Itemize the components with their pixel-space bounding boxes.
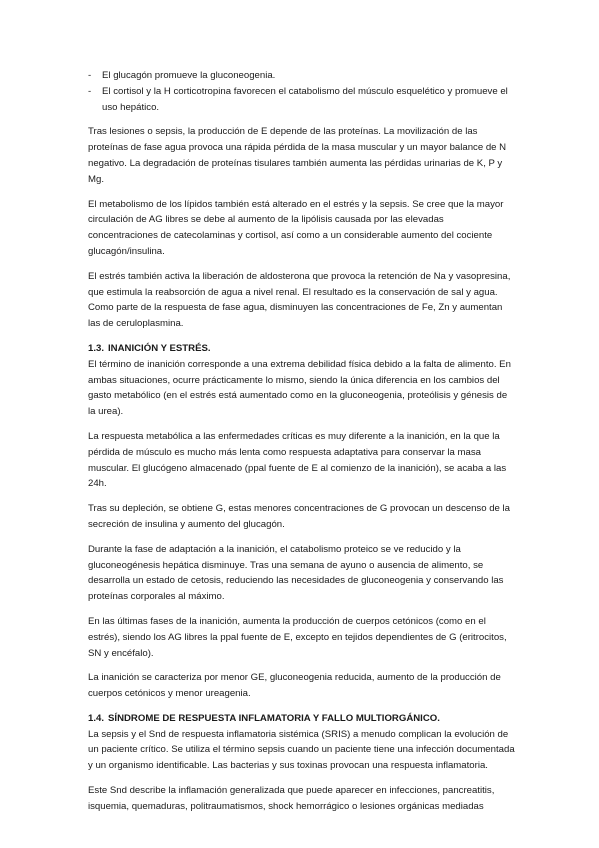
- section-number: 1.4.: [88, 712, 105, 724]
- bullet-text: El cortisol y la H corticotropina favorecen el catabolismo del músculo esquelético y promueve el uso hepático.: [102, 85, 508, 113]
- bullet-marker: -: [88, 70, 92, 81]
- list-item: [88, 68, 516, 84]
- paragraph: Tras su depleción, se obtiene G, estas menores concentraciones de G provocan un descenso de la secreción de insulina y aumento del glucagón.: [88, 503, 511, 530]
- paragraph: En las últimas fases de la inanición, aumenta la producción de cuerpos cetónicos (como en el estrés), siendo los AG libres la ppal fuente de E, excepto en tejidos dependientes de G (eritrocitos, SN y encéfalo).: [88, 615, 507, 659]
- section-heading: [88, 711, 516, 727]
- section-title: SÍNDROME DE RESPUESTA INFLAMATORIA Y FALLO MULTIORGÁNICO.: [108, 712, 440, 724]
- paragraph: La respuesta metabólica a las enfermedades críticas es muy diferente a la inanición, en la que la pérdida de músculo es mucho más lenta como respuesta adaptativa para conservar la masa muscular. El glucógeno almacenado (ppal fuente de E al comienzo de la inanición), se acaba a las 24h.: [88, 430, 507, 490]
- bullet-text: El glucagón promueve la gluconeogenia.: [102, 70, 276, 81]
- paragraph: La sepsis y el Snd de respuesta inflamatoria sistémica (SRIS) a menudo complican la evolución de un paciente crítico. Se utiliza el término sepsis cuando un paciente tiene una infección documentada y un organismo identificable. Las bacterias y sus toxinas provocan una respuesta inflamatoria.: [88, 728, 515, 772]
- bullet-list: [88, 68, 516, 115]
- paragraph: El estrés también activa la liberación de aldosterona que provoca la retención de Na y vasopresina, que estimula la reabsorción de agua a nivel renal. El resultado es la conservación de sal y agua. Como parte de la respuesta de fase agua, disminuyen las concentraciones de Fe, Zn y aumentan las de ceruloplasmina.: [88, 270, 511, 330]
- section-heading: [88, 341, 516, 357]
- paragraph: Tras lesiones o sepsis, la producción de E depende de las proteínas. La movilización de las proteínas de fase agua provoca una rápida pérdida de la masa muscular y un mayor balance de N negativo. La degradación de proteínas tisulares también aumenta las pérdidas urinarias de K, P y Mg.: [88, 126, 507, 185]
- document-page: [88, 68, 516, 824]
- paragraph: El término de inanición corresponde a una extrema debilidad física debido a la falta de alimento. En ambas situaciones, ocurre prácticamente lo mismo, siendo la única diferencia en los cambios del gasto metabólico (en el estrés está aumentado como en la gluconeogenia, proteólisis y génesis de la urea).: [88, 358, 511, 418]
- paragraph: La inanición se caracteriza por menor GE, gluconeogenia reducida, aumento de la producción de cuerpos cetónicos y menor ureagenia.: [88, 672, 501, 700]
- paragraph: Durante la fase de adaptación a la inanición, el catabolismo proteico se ve reducido y la gluconeogénesis hepática disminuye. Tras una semana de ayuno o ausencia de alimento, se desarrolla un estado de cetosis, reduciendo las necesidades de gluconeogenia y conservando las proteínas corporales al máximo.: [88, 543, 504, 603]
- list-item: [88, 84, 516, 116]
- section-number: 1.3.: [88, 342, 105, 354]
- paragraph: Este Snd describe la inflamación generalizada que puede aparecer en infecciones, pancreatitis, isquemia, quemaduras, politraumatismos, shock hemorrágico o lesiones orgánicas mediadas: [88, 785, 495, 812]
- paragraph: El metabolismo de los lípidos también está alterado en el estrés y la sepsis. Se cree que la mayor circulación de AG libres se debe al aumento de la lipólisis causada por las elevadas concentraciones de catecolaminas y cortisol, así como a un considerable aumento del cociente glucagón/insulina.: [88, 198, 504, 257]
- section-title: INANICIÓN Y ESTRÉS.: [108, 342, 211, 354]
- bullet-marker: -: [88, 85, 92, 97]
